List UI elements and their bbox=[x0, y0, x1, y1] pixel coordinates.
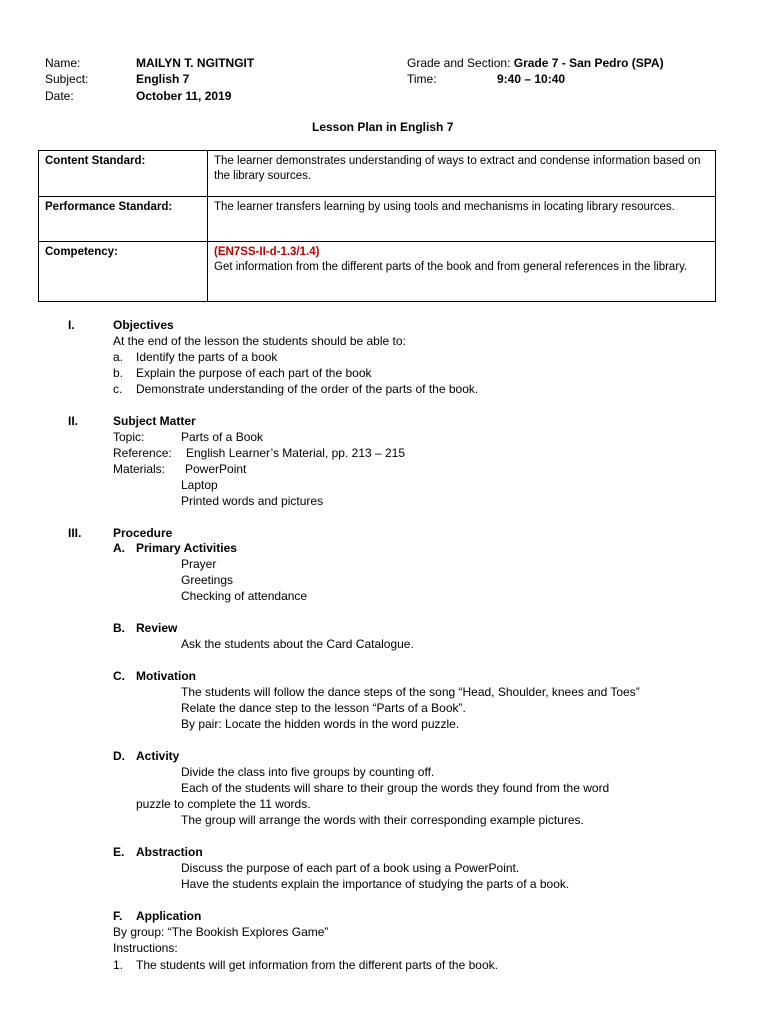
objectives-heading: Objectives bbox=[113, 318, 174, 332]
application-group: By group: “The Bookish Explores Game” bbox=[113, 925, 329, 939]
grade-value: Grade 7 - San Pedro (SPA) bbox=[513, 56, 664, 70]
name-label: Name: bbox=[45, 56, 81, 70]
material-item: Printed words and pictures bbox=[181, 494, 324, 508]
document-title: Lesson Plan in English 7 bbox=[312, 120, 454, 134]
motivation-marker: C. bbox=[113, 669, 125, 683]
topic-value: Parts of a Book bbox=[181, 430, 264, 444]
table-row bbox=[39, 197, 716, 242]
objective-a-text: Identify the parts of a book bbox=[136, 350, 278, 364]
objective-c-text: Demonstrate understanding of the order of the parts of the book. bbox=[136, 382, 479, 396]
objective-a-marker: a. bbox=[113, 350, 124, 364]
review-text: Ask the students about the Card Catalogue. bbox=[181, 637, 414, 651]
standards-table bbox=[38, 150, 716, 302]
activity-line: Each of the students will share to their group the words they found from the word bbox=[181, 781, 610, 795]
subject-label: Subject: bbox=[45, 72, 89, 86]
application-instructions: Instructions: bbox=[113, 941, 178, 955]
time-value: 9:40 – 10:40 bbox=[497, 72, 566, 86]
list-item: Checking of attendance bbox=[181, 589, 308, 603]
reference-label: Reference: bbox=[113, 446, 172, 460]
application-heading: Application bbox=[136, 909, 202, 923]
list-item: Prayer bbox=[181, 557, 217, 571]
objectives-numeral: I. bbox=[68, 318, 75, 332]
activity-line: The group will arrange the words with their corresponding example pictures. bbox=[181, 813, 584, 827]
application-marker: F. bbox=[113, 909, 123, 923]
review-marker: B. bbox=[113, 621, 125, 635]
table-row bbox=[39, 151, 716, 197]
primary-activities-marker: A. bbox=[113, 541, 125, 555]
name-value: MAILYN T. NGITNGIT bbox=[136, 56, 255, 70]
competency-cell bbox=[208, 242, 716, 302]
material-item: PowerPoint bbox=[185, 462, 247, 476]
activity-line: puzzle to complete the 11 words. bbox=[136, 797, 311, 811]
motivation-line: By pair: Locate the hidden words in the word puzzle. bbox=[181, 717, 460, 731]
objective-b-text: Explain the purpose of each part of the book bbox=[136, 366, 372, 380]
abstraction-marker: E. bbox=[113, 845, 125, 859]
activity-heading: Activity bbox=[136, 749, 180, 763]
performance-standard-label: Performance Standard: bbox=[39, 197, 208, 242]
competency-text: Get information from the different parts of the book and from general references in the library. bbox=[214, 261, 688, 273]
procedure-numeral: III. bbox=[68, 526, 82, 540]
review-heading: Review bbox=[136, 621, 178, 635]
date-label: Date: bbox=[45, 89, 74, 103]
topic-label: Topic: bbox=[113, 430, 145, 444]
material-item: Laptop bbox=[181, 478, 218, 492]
objective-c-marker: c. bbox=[113, 382, 123, 396]
abstraction-line: Discuss the purpose of each part of a book using a PowerPoint. bbox=[181, 861, 520, 875]
activity-marker: D. bbox=[113, 749, 125, 763]
subject-matter-numeral: II. bbox=[68, 414, 79, 428]
date-value: October 11, 2019 bbox=[136, 89, 232, 103]
subject-matter-heading: Subject Matter bbox=[113, 414, 196, 428]
objective-b-marker: b. bbox=[113, 366, 124, 380]
competency-label: Competency: bbox=[39, 242, 208, 302]
motivation-heading: Motivation bbox=[136, 669, 196, 683]
grade-label: Grade and Section: bbox=[407, 56, 511, 70]
table-row bbox=[39, 242, 716, 302]
content-standard-label: Content Standard: bbox=[39, 151, 208, 197]
instruction-1-text: The students will get information from the different parts of the book. bbox=[136, 958, 498, 972]
list-item: Greetings bbox=[181, 573, 234, 587]
objectives-intro: At the end of the lesson the students should be able to: bbox=[113, 334, 406, 348]
motivation-line: Relate the dance step to the lesson “Parts of a Book”. bbox=[181, 701, 466, 715]
motivation-line: The students will follow the dance steps of the song “Head, Shoulder, knees and Toes” bbox=[181, 685, 640, 699]
activity-line: Divide the class into five groups by counting off. bbox=[181, 765, 435, 779]
content-standard-text: The learner demonstrates understanding of ways to extract and condense information based on the library sources. bbox=[208, 151, 716, 197]
subject-value: English 7 bbox=[136, 72, 190, 86]
time-label: Time: bbox=[407, 72, 437, 86]
performance-standard-text: The learner transfers learning by using tools and mechanisms in locating library resources. bbox=[208, 197, 716, 242]
reference-value: English Learner’s Material, pp. 213 – 215 bbox=[186, 446, 406, 460]
primary-activities-heading: Primary Activities bbox=[136, 541, 237, 555]
abstraction-line: Have the students explain the importance of studying the parts of a book. bbox=[181, 877, 570, 891]
procedure-heading: Procedure bbox=[113, 526, 173, 540]
materials-label: Materials: bbox=[113, 462, 166, 476]
competency-code: (EN7SS-II-d-1.3/1.4) bbox=[214, 246, 320, 258]
abstraction-heading: Abstraction bbox=[136, 845, 203, 859]
instruction-1-marker: 1. bbox=[113, 958, 124, 972]
grade-section bbox=[407, 55, 664, 71]
